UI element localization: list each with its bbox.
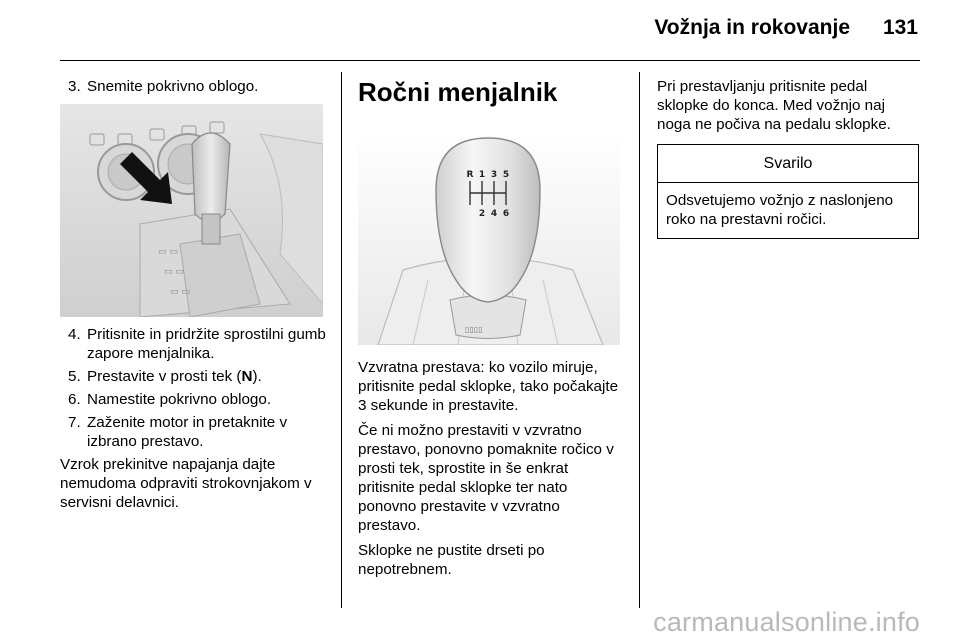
step-text: Namestite pokrivno oblogo. xyxy=(87,391,272,408)
column-1 xyxy=(60,77,328,512)
step-text-end: ). xyxy=(252,368,262,385)
watermark: carmanualsonline.info xyxy=(653,607,920,637)
header-rule xyxy=(60,60,920,61)
knob-label-r: R xyxy=(466,170,474,180)
svg-text:▭ ▭: ▭ ▭ xyxy=(164,267,184,277)
warning-text: Odsvetujemo vožnjo z naslonjeno roko na prestavni ročici. xyxy=(666,192,894,228)
step-number: 5. xyxy=(68,368,81,385)
step-text: Snemite pokrivno oblogo. xyxy=(87,78,259,95)
service-note: Vzrok prekinitve napajanja dajte nemudoma odpraviti strokovnjakom v servisni delavnici. xyxy=(60,456,312,511)
step-number: 7. xyxy=(68,414,81,431)
step-text: Pritisnite in pridržite sprostilni gumb zapore menjalnika. xyxy=(87,326,326,362)
knob-label-2: 2 xyxy=(478,209,486,219)
step-number: 3. xyxy=(68,78,81,95)
warning-title: Svarilo xyxy=(658,145,918,183)
step-6 xyxy=(60,390,328,409)
neutral-gear-label: N xyxy=(241,368,253,385)
warning-box xyxy=(657,144,919,239)
knob-label-6: 6 xyxy=(502,209,510,219)
column-2 xyxy=(358,72,622,579)
svg-text:▭ ▭: ▭ ▭ xyxy=(170,287,190,297)
step-3 xyxy=(60,77,328,96)
knob-label-5: 5 xyxy=(502,170,510,180)
reverse-retry-paragraph: Če ni možno prestaviti v vzvratno prestavo, ponovno pomaknite ročico v prosti tek, sprostite in še enkrat pritisnite pedal sklopke ter nato ponovno prestavite v vzvratno prestavo. xyxy=(358,422,614,534)
svg-text:▯▯▯▯: ▯▯▯▯ xyxy=(465,325,483,334)
step-5 xyxy=(60,367,328,386)
gear-knob-illustration xyxy=(358,130,620,345)
column-divider-2 xyxy=(639,72,640,608)
step-text: Prestavite v prosti tek ( xyxy=(87,368,242,385)
step-4 xyxy=(60,325,328,363)
knob-label-3: 3 xyxy=(490,170,498,180)
step-number: 4. xyxy=(68,326,81,343)
clutch-paragraph: Pri prestavljanju pritisnite pedal sklopke do konca. Med vožnjo naj noga ne počiva na pedalu sklopke. xyxy=(657,78,891,133)
section-heading: Ročni menjalnik xyxy=(358,77,558,107)
step-number: 6. xyxy=(68,391,81,408)
reverse-gear-paragraph: Vzvratna prestava: ko vozilo miruje, pritisnite pedal sklopke, tako počakajte 3 sekunde in prestavite. xyxy=(358,359,619,414)
column-divider-1 xyxy=(341,72,342,608)
step-text: Zaženite motor in pretaknite v izbrano prestavo. xyxy=(87,414,288,450)
cover-removal-illustration xyxy=(60,104,323,317)
column-3 xyxy=(657,77,919,239)
page-header-title: Vožnja in rokovanje xyxy=(654,16,850,39)
step-7 xyxy=(60,413,328,451)
knob-label-4: 4 xyxy=(490,209,498,219)
clutch-slip-paragraph: Sklopke ne pustite drseti po nepotrebnem. xyxy=(358,542,545,578)
knob-label-1: 1 xyxy=(478,170,486,180)
page-number: 131 xyxy=(882,16,918,39)
svg-text:▭ ▭: ▭ ▭ xyxy=(158,247,178,257)
